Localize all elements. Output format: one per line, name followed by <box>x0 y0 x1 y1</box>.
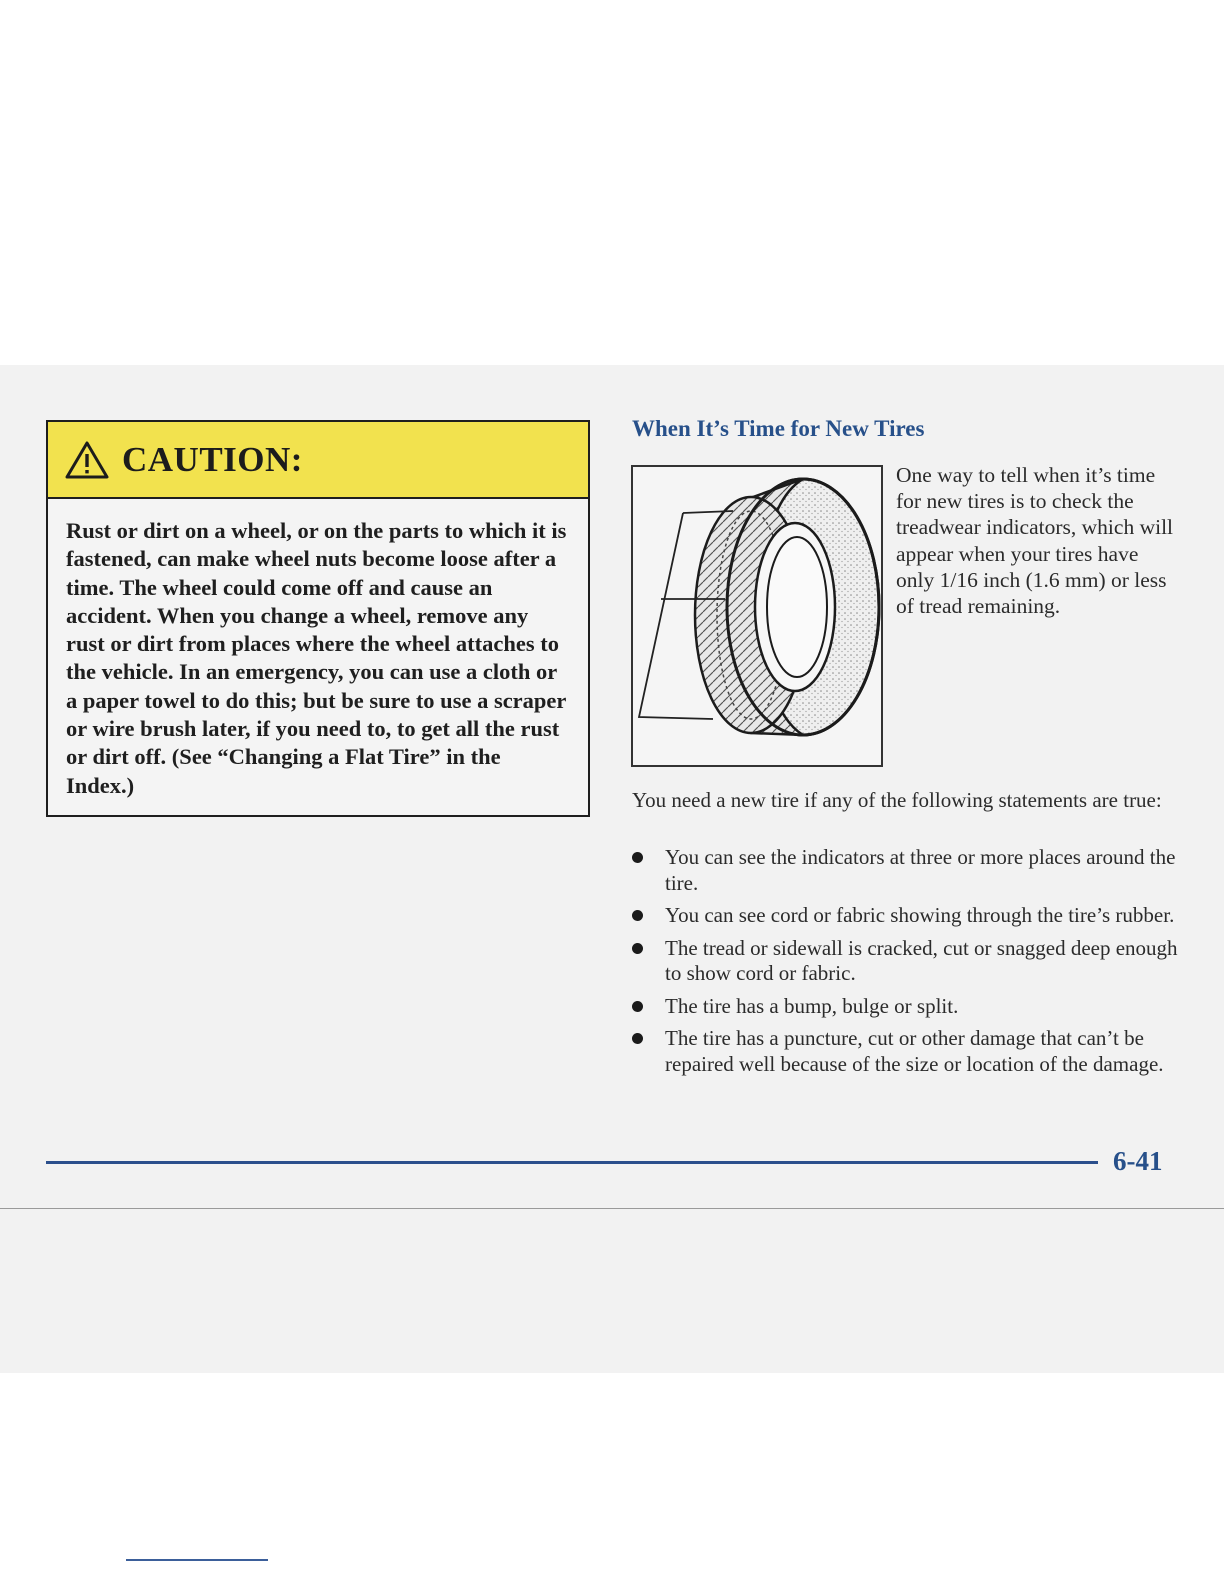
caution-box <box>46 420 590 817</box>
bullet-icon <box>632 910 643 921</box>
list-item <box>632 845 1192 896</box>
footer-rule <box>46 1161 1098 1164</box>
replacement-conditions-list <box>632 845 1192 1084</box>
caution-title: CAUTION: <box>122 439 303 479</box>
bullet-icon <box>632 1001 643 1012</box>
list-item <box>632 903 1192 929</box>
warning-triangle-icon <box>64 440 110 480</box>
list-item-text: The tire has a puncture, cut or other damage that can’t be repaired well because of the size or location of the damage. <box>665 1026 1164 1076</box>
list-item-text: You can see the indicators at three or more places around the tire. <box>665 845 1176 895</box>
bullet-icon <box>632 1033 643 1044</box>
bullet-icon <box>632 943 643 954</box>
section-heading: When It’s Time for New Tires <box>632 416 925 441</box>
list-item <box>632 1026 1192 1077</box>
intro-paragraph: You need a new tire if any of the following statements are true: <box>632 788 1162 812</box>
caution-header <box>48 422 588 499</box>
treadwear-explanation: One way to tell when it’s time for new tires is to check the treadwear indicators, which will appear when your tires have only 1/16 inch (1.6 mm) or less of tread remaining. <box>896 463 1174 619</box>
list-item <box>632 994 1192 1020</box>
list-item <box>632 936 1192 987</box>
page-number: 6-41 <box>1113 1146 1163 1176</box>
list-item-text: The tire has a bump, bulge or split. <box>665 993 959 1018</box>
list-item-text: You can see cord or fabric showing through the tire’s rubber. <box>665 903 1175 927</box>
list-item-text: The tread or sidewall is cracked, cut or snagged deep enough to show cord or fabric. <box>665 935 1178 985</box>
divider <box>126 1559 268 1561</box>
caution-text: Rust or dirt on a wheel, or on the parts to which it is fastened, can make wheel nuts become loose after a time. The wheel could come off and cause an accident. When you change a wheel, remove any rust or dirt from places where the wheel attaches to the vehicle. In an emergency, you can use a cloth or a paper towel to do this; but be sure to use a scraper or wire brush later, if you need to, to get all the rust or dirt off. (See “Changing a Flat Tire” in the Index.) <box>66 518 567 798</box>
divider <box>0 1208 1224 1209</box>
bullet-icon <box>632 852 643 863</box>
tire-treadwear-illustration <box>631 465 883 767</box>
